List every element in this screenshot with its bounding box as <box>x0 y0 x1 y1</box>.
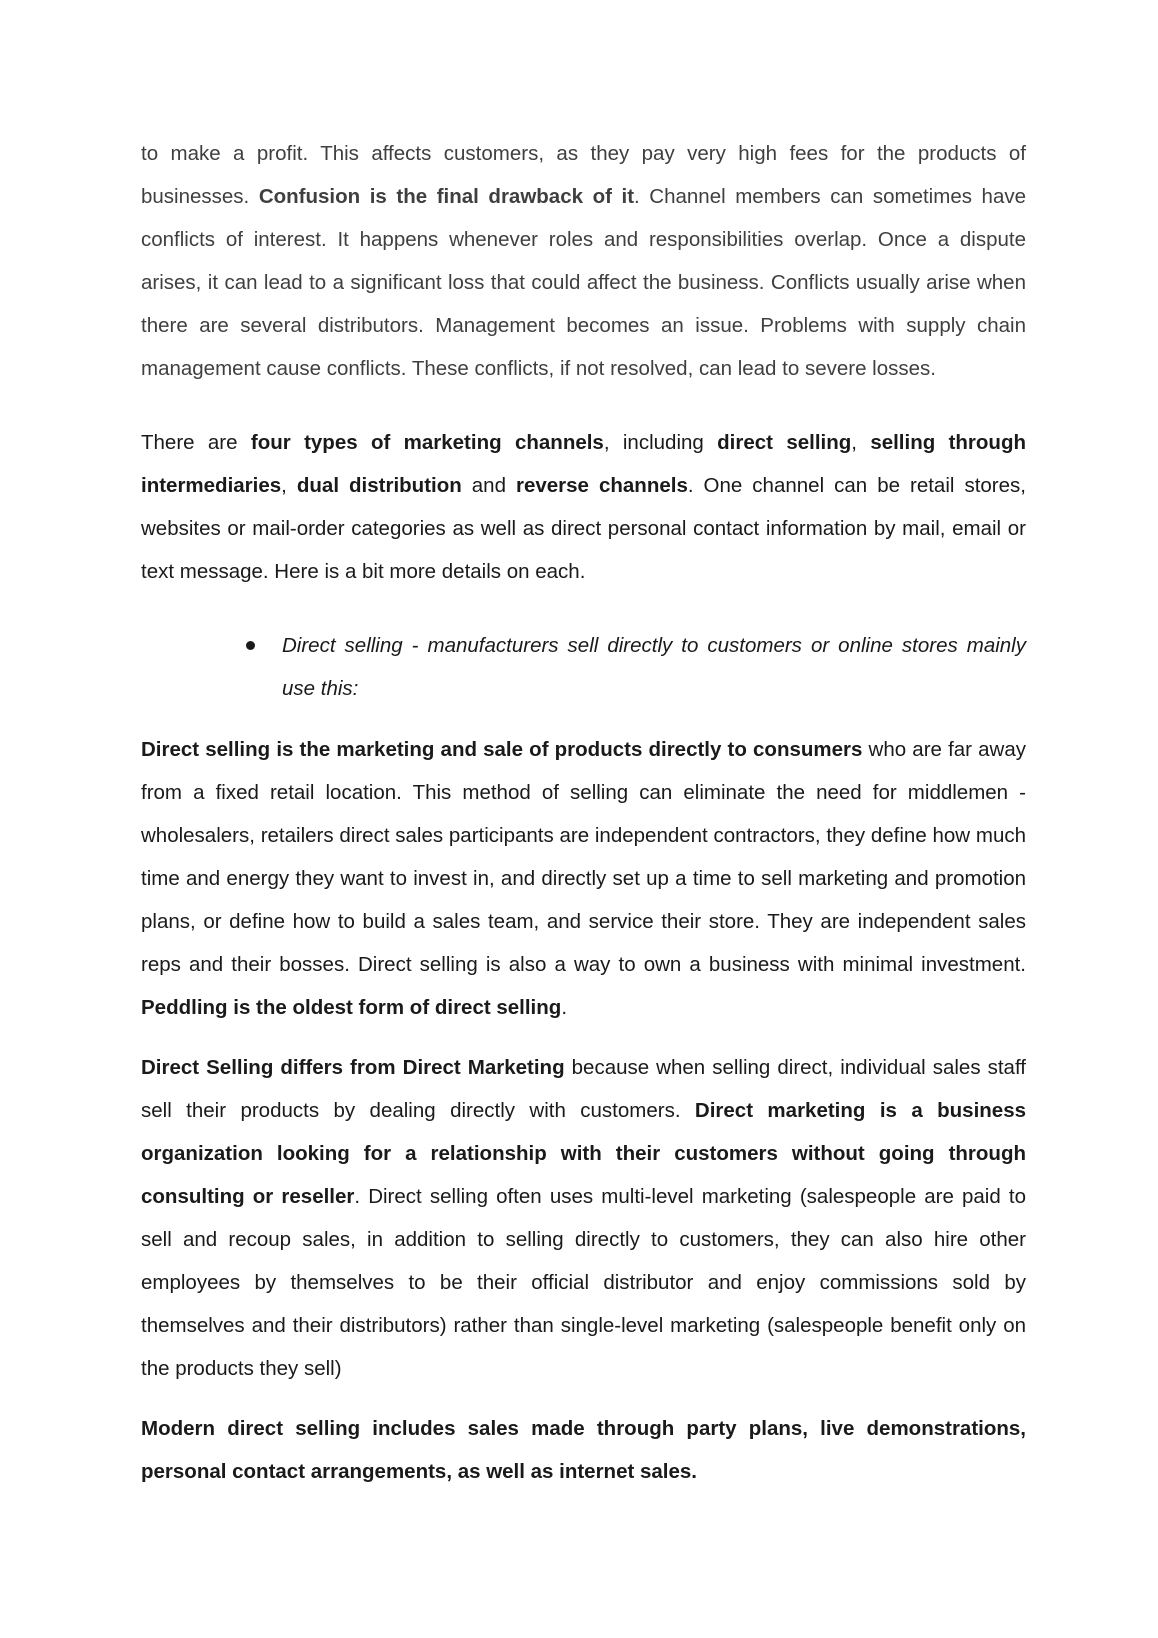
bold-run: Confusion is the final drawback of it <box>258 185 635 208</box>
text-run: There are <box>141 431 251 454</box>
paragraph-channel-drawbacks <box>141 132 1026 390</box>
bold-run: selling through intermediaries <box>141 431 1027 497</box>
bold-run: Peddling is the oldest form of direct selling <box>141 996 562 1019</box>
text-run: , including <box>603 431 718 454</box>
text-run: . Direct selling often uses multi-level marketing (salespeople are paid to sell and recoup sales, in addition to selling directly to customers, they can also hire other employees by themselves to be their official distributor and enjoy commissions sold by themselves and their distributors) rather than single-level marketing (salespeople benefit only on the products they sell) <box>141 1185 1026 1380</box>
bullet-list-item <box>141 624 1026 710</box>
text-run: , <box>281 474 297 497</box>
bold-run: Direct marketing is a business organization looking for a relationship with their customers without going through consulting or reseller <box>141 1099 1026 1208</box>
text-run: and <box>461 474 516 497</box>
text-run: . <box>561 996 568 1019</box>
paragraph-direct-vs-marketing <box>141 1046 1026 1390</box>
paragraph-direct-selling <box>141 728 1026 1029</box>
text-run: who are far away from a fixed retail location. This method of selling can eliminate the need for middlemen - wholesalers, retailers direct sales participants are independent contractors, they define how much time and energy they want to invest in, and directly set up a time to sell marketing and promotion plans, or define how to build a sales team, and service their store. They are independent sales reps and their bosses. Direct selling is also a way to own a business with minimal investment. <box>141 738 1026 976</box>
bold-run: Modern direct selling includes sales made through party plans, live demonstrations, personal contact arrangements, as well as internet sales. <box>141 1417 1026 1483</box>
text-run: because when selling direct, individual sales staff sell their products by dealing directly with customers. <box>141 1056 1026 1122</box>
text-run: . One channel can be retail stores, websites or mail-order categories as well as direct personal contact information by mail, email or text message. Here is a bit more details on each. <box>141 474 1026 583</box>
text-run: . Channel members can sometimes have conflicts of interest. It happens whenever roles and responsibilities overlap. Once a dispute arises, it can lead to a significant loss that could affect the business. Conflicts usually arise when there are several distributors. Management becomes an issue. Problems with supply chain management cause conflicts. These conflicts, if not resolved, can lead to severe losses. <box>141 185 1026 380</box>
bold-run: direct selling <box>717 431 852 454</box>
bold-run: four types of marketing channels <box>250 431 604 454</box>
bold-run: dual distribution <box>296 474 462 497</box>
bold-run: Direct selling is the marketing and sale of products directly to consumers <box>141 738 863 761</box>
bullet-text: Direct selling - manufacturers sell directly to customers or online stores mainly use this: <box>282 634 1026 700</box>
text-run: to make a profit. This affects customers, as they pay very high fees for the products of businesses. <box>141 142 1026 208</box>
bold-run: reverse channels <box>516 474 688 497</box>
paragraph-modern-direct-selling <box>141 1407 1026 1493</box>
text-run: , <box>851 431 871 454</box>
paragraph-channel-types <box>141 421 1026 593</box>
bold-run: Direct Selling differs from Direct Marketing <box>141 1056 565 1079</box>
bullet-dot-icon <box>246 641 255 650</box>
